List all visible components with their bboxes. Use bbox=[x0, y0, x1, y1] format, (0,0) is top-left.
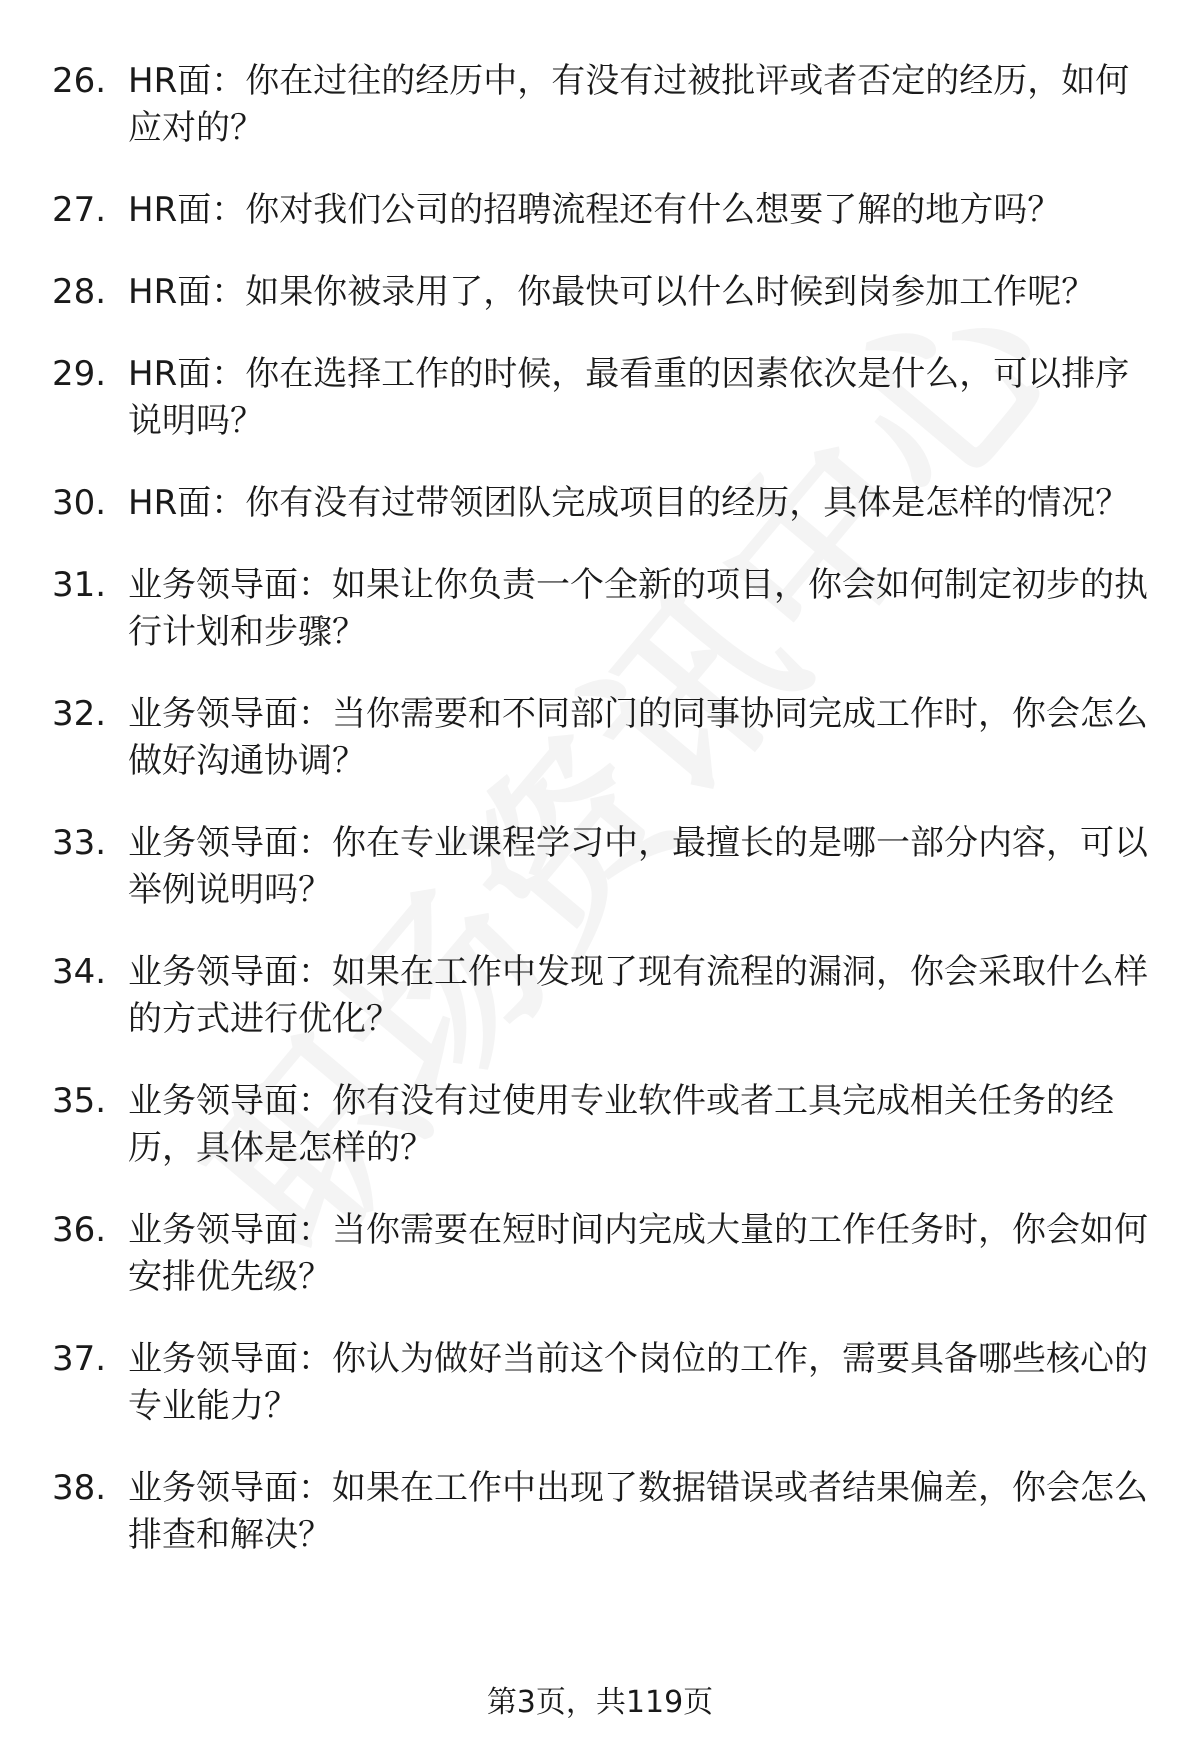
question-number: 35. bbox=[52, 1081, 107, 1121]
list-item bbox=[0, 58, 1200, 152]
question-text: 业务领导面：如果在工作中出现了数据错误或者结果偏差，你会怎么排查和解决？ bbox=[128, 1468, 1148, 1555]
list-item bbox=[0, 351, 1200, 445]
question-number: 27. bbox=[52, 190, 107, 230]
question-list bbox=[0, 58, 1200, 1594]
list-item bbox=[0, 1207, 1200, 1301]
question-number: 30. bbox=[52, 483, 107, 523]
page-footer: 第3页，共119页 bbox=[486, 1685, 714, 1720]
question-text: 业务领导面：你在专业课程学习中，最擅长的是哪一部分内容，可以举例说明吗？ bbox=[128, 823, 1148, 910]
question-text: 业务领导面：如果让你负责一个全新的项目，你会如何制定初步的执行计划和步骤？ bbox=[128, 565, 1148, 652]
list-item bbox=[0, 820, 1200, 914]
list-item bbox=[0, 1465, 1200, 1559]
list-item bbox=[0, 562, 1200, 656]
list-item bbox=[0, 1336, 1200, 1430]
list-item bbox=[0, 949, 1200, 1043]
question-text: 业务领导面：当你需要在短时间内完成大量的工作任务时，你会如何安排优先级？ bbox=[128, 1210, 1148, 1297]
question-text: 业务领导面：你有没有过使用专业软件或者工具完成相关任务的经历，具体是怎样的？ bbox=[128, 1081, 1114, 1168]
question-number: 29. bbox=[52, 354, 107, 394]
question-text: HR面：你对我们公司的招聘流程还有什么想要了解的地方吗？ bbox=[128, 190, 1062, 230]
question-number: 28. bbox=[52, 272, 107, 312]
list-item bbox=[0, 187, 1200, 234]
question-number: 31. bbox=[52, 565, 107, 605]
question-text: 业务领导面：当你需要和不同部门的同事协同完成工作时，你会怎么做好沟通协调？ bbox=[128, 694, 1148, 781]
question-number: 34. bbox=[52, 952, 107, 992]
question-number: 38. bbox=[52, 1468, 107, 1508]
question-number: 37. bbox=[52, 1339, 107, 1379]
question-text: 业务领导面：如果在工作中发现了现有流程的漏洞，你会采取什么样的方式进行优化？ bbox=[128, 952, 1148, 1039]
question-number: 33. bbox=[52, 823, 107, 863]
list-item bbox=[0, 480, 1200, 527]
list-item bbox=[0, 691, 1200, 785]
question-text: HR面：你在过往的经历中，有没有过被批评或者否定的经历，如何应对的？ bbox=[128, 61, 1130, 148]
question-text: HR面：你有没有过带领团队完成项目的经历，具体是怎样的情况？ bbox=[128, 483, 1130, 523]
question-number: 36. bbox=[52, 1210, 107, 1250]
question-text: 业务领导面：你认为做好当前这个岗位的工作，需要具备哪些核心的专业能力？ bbox=[128, 1339, 1148, 1426]
list-item bbox=[0, 1078, 1200, 1172]
question-number: 26. bbox=[52, 61, 107, 101]
question-text: HR面：如果你被录用了，你最快可以什么时候到岗参加工作呢？ bbox=[128, 272, 1096, 312]
list-item bbox=[0, 269, 1200, 316]
question-number: 32. bbox=[52, 694, 107, 734]
question-text: HR面：你在选择工作的时候，最看重的因素依次是什么，可以排序说明吗？ bbox=[128, 354, 1130, 441]
